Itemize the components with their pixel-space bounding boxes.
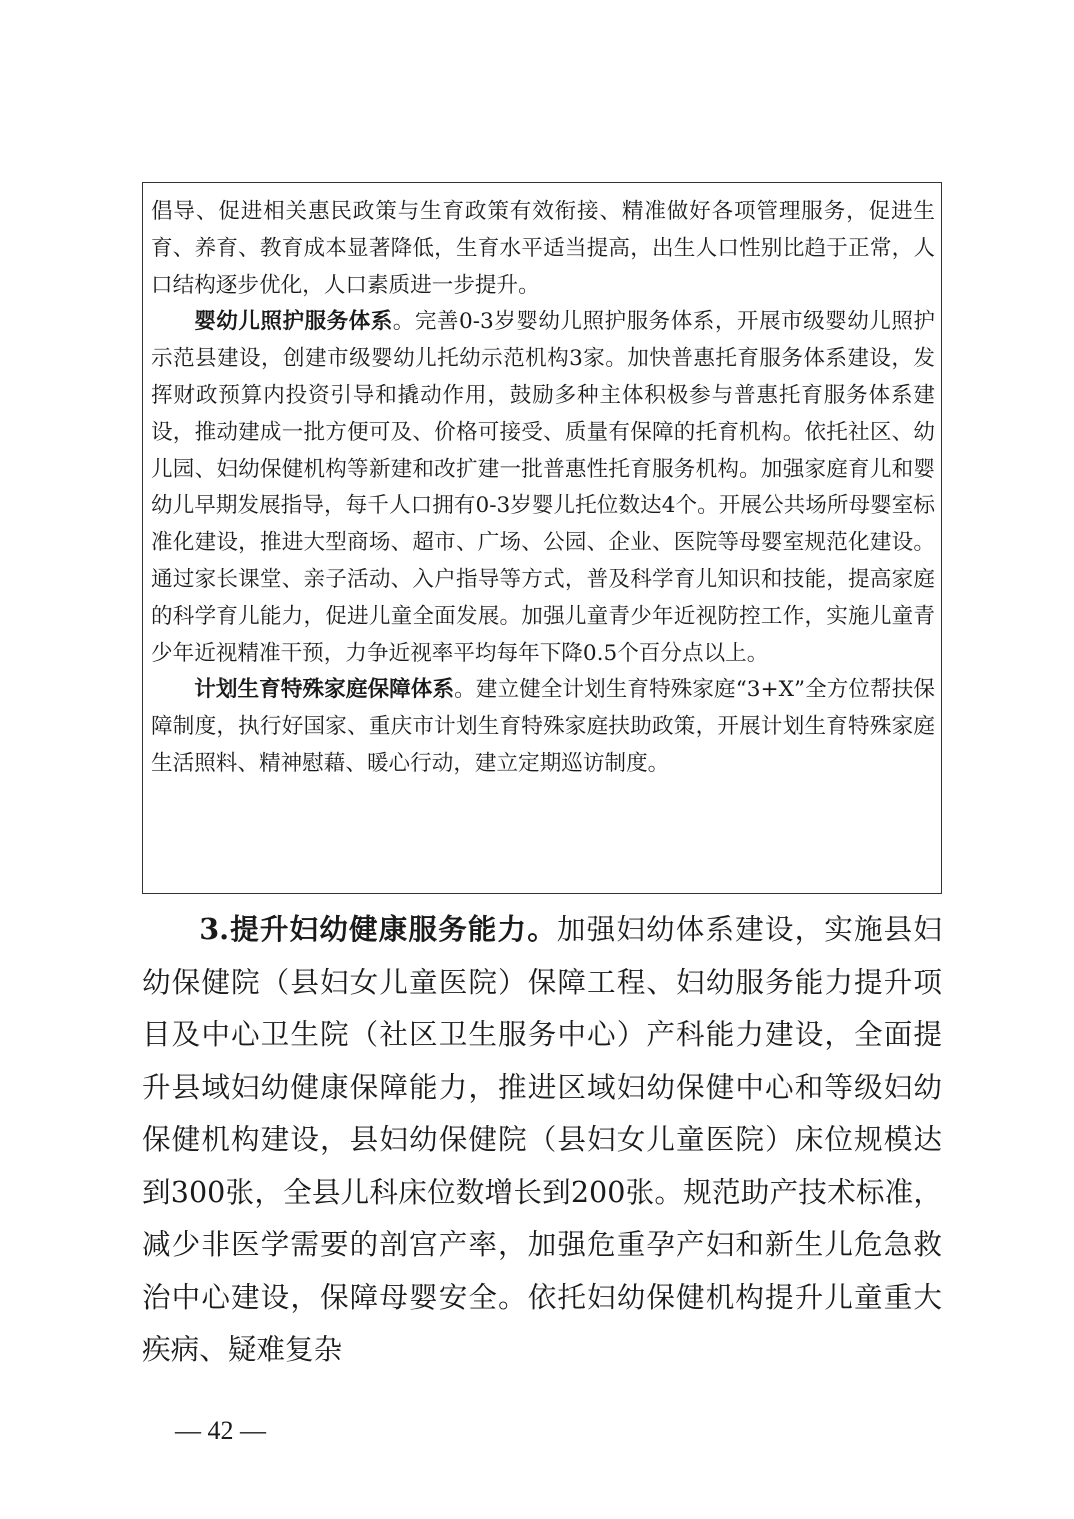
- box-paragraph-intro-text: 倡导、促进相关惠民政策与生育政策有效衔接、精准做好各项管理服务，促进生育、养育、教育成本显著降低，生育水平适当提高，出生人口性别比趋于正常，人口结构逐步优化，人口素质进一步提升。: [151, 199, 935, 298]
- main-heading: 3.提升妇幼健康服务能力。: [199, 912, 557, 946]
- main-text: 加强妇幼体系建设，实施县妇幼保健院（县妇女儿童医院）保障工程、妇幼服务能力提升项目及中心卫生院（社区卫生服务中心）产科能力建设，全面提升县域妇幼健康保障能力，推进区域妇幼保健中心和等级妇幼保健机构建设，县妇幼保健院（县妇女儿童医院）床位规模达到300张，全县儿科床位数增长到200张。规范助产技术标准，减少非医学需要的剖宫产率，加强危重孕产妇和新生儿危急救治中心建设，保障母婴安全。依托妇幼保健机构提升儿童重大疾病、疑难复杂: [142, 912, 942, 1366]
- special-family-text: 。建立健全计划生育特殊家庭“3+X”全方位帮扶保障制度，执行好国家、重庆市计划生育特殊家庭扶助政策，开展计划生育特殊家庭生活照料、精神慰藉、暖心行动，建立定期巡访制度。: [151, 677, 935, 776]
- page-number: — 42 —: [175, 1416, 266, 1445]
- boxed-section: [142, 182, 942, 894]
- box-paragraph-infant-care: [151, 304, 935, 672]
- main-paragraph: [142, 903, 942, 1376]
- infant-care-text: 。完善0-3岁婴幼儿照护服务体系，开展市级婴幼儿照护示范县建设，创建市级婴幼儿托幼示范机构3家。加快普惠托育服务体系建设，发挥财政预算内投资引导和撬动作用，鼓励多种主体积极参与普惠托育服务体系建设，推动建成一批方便可及、价格可接受、质量有保障的托育机构。依托社区、幼儿园、妇幼保健机构等新建和改扩建一批普惠性托育服务机构。加强家庭育儿和婴幼儿早期发展指导，每千人口拥有0-3岁婴儿托位数达4个。开展公共场所母婴室标准化建设，推进大型商场、超市、广场、公园、企业、医院等母婴室规范化建设。通过家长课堂、亲子活动、入户指导等方式，普及科学育儿知识和技能，提高家庭的科学育儿能力，促进儿童全面发展。加强儿童青少年近视防控工作，实施儿童青少年近视精准干预，力争近视率平均每年下降0.5个百分点以上。: [151, 309, 935, 666]
- infant-care-heading: 婴幼儿照护服务体系: [194, 309, 393, 335]
- box-paragraph-intro: [151, 194, 935, 304]
- box-paragraph-special-family: [151, 672, 935, 782]
- special-family-heading: 计划生育特殊家庭保障体系: [194, 677, 455, 703]
